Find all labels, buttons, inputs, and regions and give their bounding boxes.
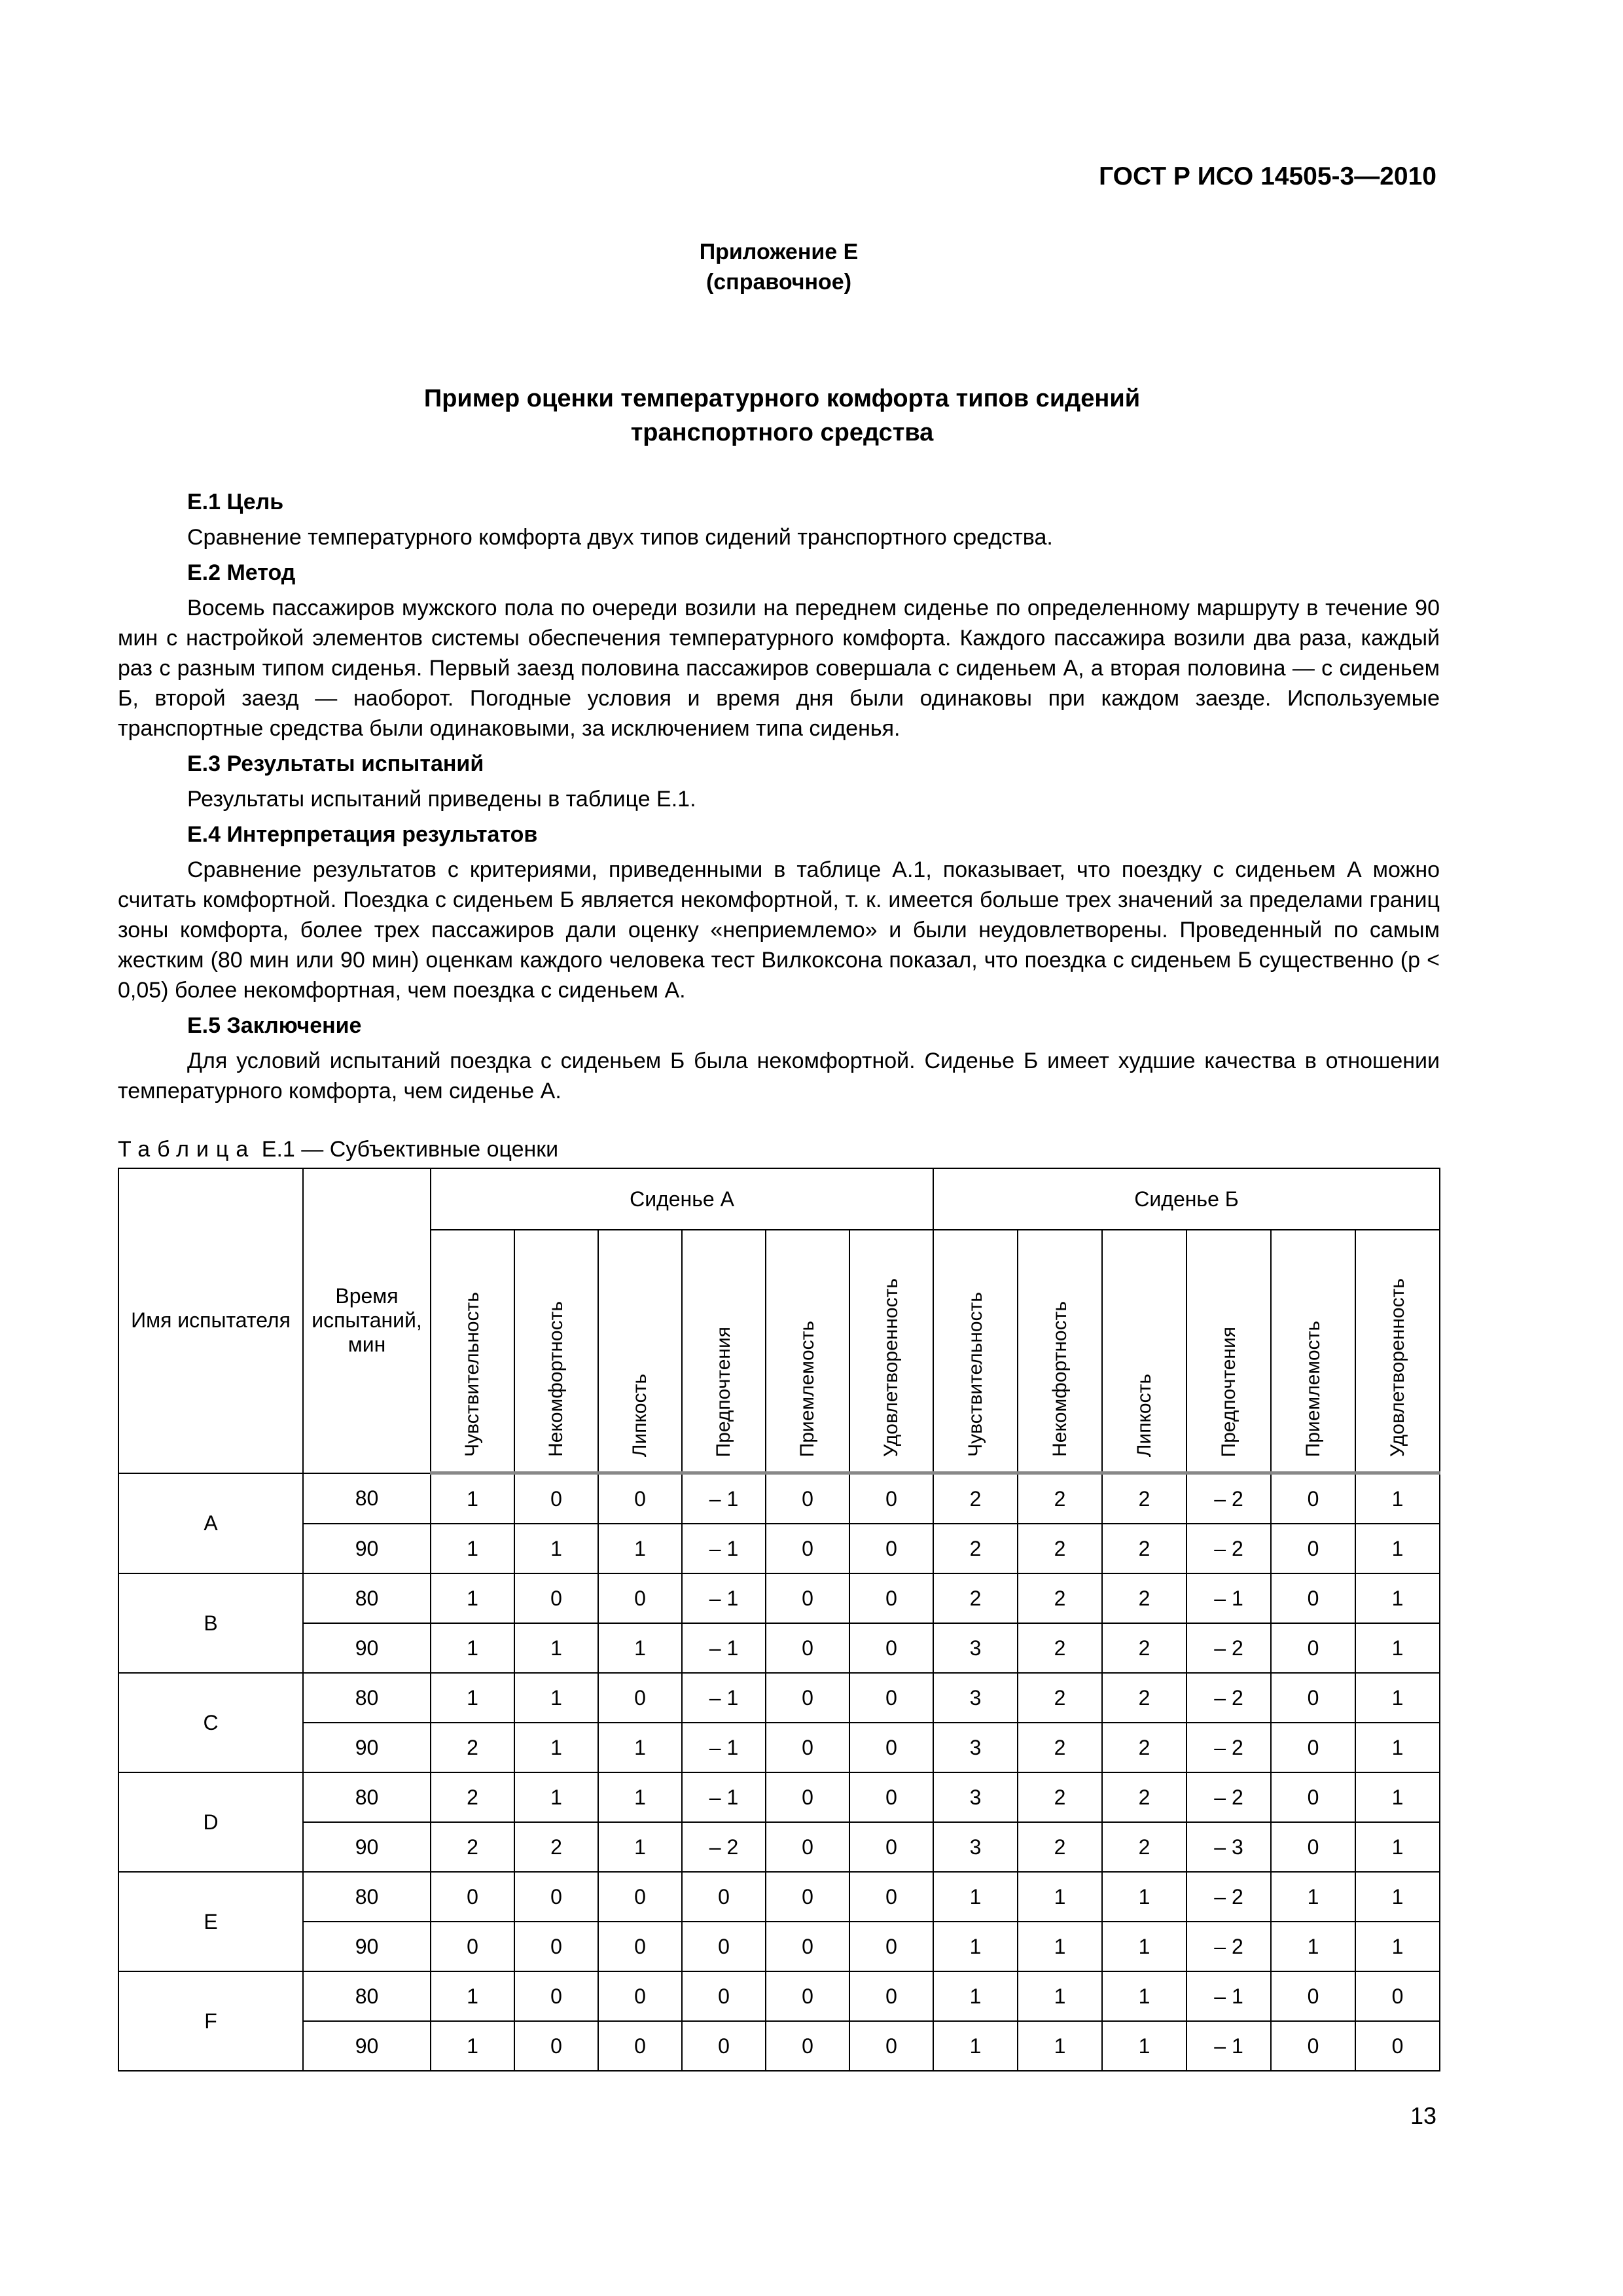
score-cell-seat-a: 0	[766, 1922, 849, 1971]
score-cell-seat-b: 1	[1355, 1723, 1440, 1772]
score-cell-seat-b: 2	[1102, 1723, 1186, 1772]
score-cell-seat-b: 1	[1102, 1872, 1186, 1922]
table-caption	[118, 1137, 558, 1162]
table-row	[118, 1573, 1440, 1623]
score-cell-seat-b: 0	[1355, 2021, 1440, 2071]
table-row	[118, 1971, 1440, 2021]
score-cell-seat-a: 0	[598, 2021, 682, 2071]
group-header-seat-a: Сиденье А	[431, 1168, 933, 1230]
score-cell-seat-b: 3	[933, 1623, 1018, 1673]
score-cell-seat-a: 0	[849, 1922, 933, 1971]
table-row	[118, 1822, 1440, 1872]
score-cell-seat-a: 0	[598, 1922, 682, 1971]
criterion-label: Липкость	[629, 1373, 651, 1457]
score-cell-seat-a: 1	[431, 1573, 514, 1623]
score-cell-seat-b: – 1	[1186, 2021, 1271, 2071]
score-cell-seat-b: 1	[1271, 1872, 1355, 1922]
score-cell-seat-a: 0	[514, 1971, 598, 2021]
score-cell-seat-a: 0	[766, 1573, 849, 1623]
score-cell-seat-b: 2	[1018, 1772, 1102, 1822]
score-cell-seat-a: 0	[514, 1473, 598, 1524]
table-row	[118, 2021, 1440, 2071]
score-cell-seat-a: 1	[431, 1623, 514, 1673]
criterion-header-seat-a	[682, 1230, 766, 1473]
score-cell-seat-a: 1	[431, 1971, 514, 2021]
score-cell-seat-b: 1	[1355, 1623, 1440, 1673]
score-cell-seat-b: 2	[1018, 1573, 1102, 1623]
score-cell-seat-a: 0	[849, 1822, 933, 1872]
score-cell-seat-a: 0	[766, 1971, 849, 2021]
score-cell-seat-a: 1	[598, 1822, 682, 1872]
time-cell: 90	[303, 1524, 431, 1573]
score-cell-seat-b: – 2	[1186, 1872, 1271, 1922]
table-row	[118, 1473, 1440, 1524]
score-cell-seat-b: 0	[1271, 1772, 1355, 1822]
score-cell-seat-b: 2	[1018, 1473, 1102, 1524]
score-cell-seat-b: 1	[933, 1922, 1018, 1971]
score-cell-seat-b: 2	[933, 1473, 1018, 1524]
criterion-label: Некомфортность	[545, 1301, 567, 1457]
score-cell-seat-a: 0	[598, 1573, 682, 1623]
score-cell-seat-a: 0	[598, 1872, 682, 1922]
score-cell-seat-a: 1	[598, 1524, 682, 1573]
tester-name-cell: C	[118, 1673, 303, 1772]
table-row	[118, 1922, 1440, 1971]
score-cell-seat-b: – 1	[1186, 1573, 1271, 1623]
score-cell-seat-b: 2	[1102, 1623, 1186, 1673]
score-cell-seat-b: 0	[1271, 1971, 1355, 2021]
score-cell-seat-a: 2	[514, 1822, 598, 1872]
score-cell-seat-a: 0	[766, 1872, 849, 1922]
score-cell-seat-a: 0	[766, 1723, 849, 1772]
score-cell-seat-a: 0	[766, 1772, 849, 1822]
score-cell-seat-a: 0	[766, 2021, 849, 2071]
section-paragraph: Результаты испытаний приведены в таблице Е.1.	[187, 787, 696, 812]
annex-title	[0, 382, 1564, 450]
table-row	[118, 1524, 1440, 1573]
annex-title-line-2: транспортного средства	[630, 419, 934, 446]
tester-name-cell: E	[118, 1872, 303, 1971]
page-number: 13	[1410, 2102, 1436, 2129]
score-cell-seat-a: 1	[598, 1623, 682, 1673]
score-cell-seat-b: 1	[1355, 1772, 1440, 1822]
score-cell-seat-b: 0	[1271, 2021, 1355, 2071]
score-cell-seat-a: 2	[431, 1723, 514, 1772]
criterion-header-seat-b	[933, 1230, 1018, 1473]
criterion-label: Предпочтения	[1217, 1326, 1240, 1457]
score-cell-seat-a: 1	[514, 1772, 598, 1822]
score-cell-seat-a: 0	[766, 1524, 849, 1573]
time-cell: 90	[303, 1822, 431, 1872]
score-cell-seat-a: – 1	[682, 1524, 766, 1573]
table-caption-word: Таблица	[118, 1137, 256, 1162]
annex-label: Приложение Е	[699, 240, 859, 264]
score-cell-seat-a: 0	[598, 1473, 682, 1524]
table-row	[118, 1772, 1440, 1822]
score-cell-seat-b: 0	[1271, 1822, 1355, 1872]
score-cell-seat-a: 0	[849, 2021, 933, 2071]
score-cell-seat-b: 0	[1271, 1673, 1355, 1723]
score-cell-seat-b: 1	[1102, 1922, 1186, 1971]
score-cell-seat-a: 0	[849, 1971, 933, 2021]
criterion-header-seat-a	[849, 1230, 933, 1473]
score-cell-seat-a: 2	[431, 1772, 514, 1822]
col-header-time: Время испытаний, мин	[303, 1168, 431, 1473]
tester-name-cell: B	[118, 1573, 303, 1673]
score-cell-seat-a: 0	[849, 1573, 933, 1623]
score-cell-seat-a: 0	[849, 1772, 933, 1822]
score-cell-seat-a: 1	[431, 1473, 514, 1524]
score-cell-seat-b: 2	[933, 1524, 1018, 1573]
score-cell-seat-a: 0	[849, 1723, 933, 1772]
section-heading: Е.5 Заключение	[187, 1013, 362, 1038]
score-cell-seat-b: 1	[1355, 1524, 1440, 1573]
time-cell: 80	[303, 1971, 431, 2021]
score-cell-seat-b: 3	[933, 1673, 1018, 1723]
score-cell-seat-b: – 2	[1186, 1524, 1271, 1573]
criterion-label: Предпочтения	[713, 1326, 734, 1457]
criterion-label: Приемлемость	[796, 1320, 818, 1457]
score-cell-seat-b: 1	[1018, 2021, 1102, 2071]
score-cell-seat-a: 0	[431, 1872, 514, 1922]
score-cell-seat-b: – 2	[1186, 1922, 1271, 1971]
body-text	[118, 487, 1440, 1111]
table-row	[118, 1673, 1440, 1723]
score-cell-seat-b: 1	[1355, 1822, 1440, 1872]
criterion-header-seat-b	[1018, 1230, 1102, 1473]
score-cell-seat-b: 1	[1018, 1971, 1102, 2021]
score-cell-seat-b: 2	[1018, 1723, 1102, 1772]
score-cell-seat-b: – 2	[1186, 1673, 1271, 1723]
score-cell-seat-b: 1	[1355, 1473, 1440, 1524]
score-cell-seat-a: – 1	[682, 1623, 766, 1673]
time-cell: 90	[303, 1922, 431, 1971]
tester-name-cell: A	[118, 1473, 303, 1574]
criterion-header-seat-b	[1186, 1230, 1271, 1473]
score-cell-seat-b: 2	[1102, 1772, 1186, 1822]
annex-title-line-1: Пример оценки температурного комфорта типов сидений	[423, 385, 1141, 412]
col-header-tester: Имя испытателя	[118, 1168, 303, 1473]
score-cell-seat-b: 1	[1271, 1922, 1355, 1971]
score-cell-seat-a: 0	[849, 1673, 933, 1723]
score-cell-seat-a: – 2	[682, 1822, 766, 1872]
score-cell-seat-a: 0	[682, 1971, 766, 2021]
score-cell-seat-a: 0	[514, 2021, 598, 2071]
score-cell-seat-b: 2	[1102, 1524, 1186, 1573]
score-cell-seat-b: 0	[1355, 1971, 1440, 2021]
time-cell: 80	[303, 1573, 431, 1623]
time-cell: 80	[303, 1872, 431, 1922]
section-heading: Е.3 Результаты испытаний	[187, 751, 484, 776]
score-cell-seat-a: 1	[514, 1524, 598, 1573]
score-cell-seat-b: 3	[933, 1723, 1018, 1772]
section-heading: Е.4 Интерпретация результатов	[187, 822, 538, 847]
time-cell: 90	[303, 1623, 431, 1673]
score-cell-seat-a: 0	[766, 1623, 849, 1673]
time-cell: 80	[303, 1673, 431, 1723]
criterion-label: Удовлетворенность	[1386, 1278, 1408, 1457]
score-cell-seat-a: 0	[431, 1922, 514, 1971]
score-cell-seat-b: – 2	[1186, 1772, 1271, 1822]
score-cell-seat-a: 1	[431, 1524, 514, 1573]
score-cell-seat-b: – 3	[1186, 1822, 1271, 1872]
score-cell-seat-b: 2	[1018, 1623, 1102, 1673]
criterion-header-seat-b	[1271, 1230, 1355, 1473]
criterion-label: Удовлетворенность	[880, 1278, 902, 1457]
score-cell-seat-b: 2	[1102, 1822, 1186, 1872]
score-cell-seat-a: 0	[682, 1872, 766, 1922]
criterion-header-seat-b	[1102, 1230, 1186, 1473]
score-cell-seat-a: 0	[849, 1473, 933, 1524]
score-cell-seat-b: 2	[1102, 1673, 1186, 1723]
score-cell-seat-b: – 2	[1186, 1473, 1271, 1524]
annex-status: (справочное)	[705, 270, 852, 295]
score-cell-seat-b: 1	[1355, 1573, 1440, 1623]
score-cell-seat-b: 1	[1018, 1872, 1102, 1922]
criterion-header-seat-a	[514, 1230, 598, 1473]
score-cell-seat-a: 1	[514, 1723, 598, 1772]
score-cell-seat-b: 3	[933, 1822, 1018, 1872]
tester-name-cell: F	[118, 1971, 303, 2071]
time-cell: 90	[303, 1723, 431, 1772]
score-cell-seat-a: 0	[514, 1573, 598, 1623]
table-caption-text: Е.1 — Субъективные оценки	[261, 1137, 559, 1162]
criterion-header-seat-a	[766, 1230, 849, 1473]
group-header-seat-b: Сиденье Б	[933, 1168, 1440, 1230]
score-cell-seat-b: 1	[933, 2021, 1018, 2071]
score-cell-seat-a: 0	[849, 1524, 933, 1573]
score-cell-seat-b: 2	[933, 1573, 1018, 1623]
score-cell-seat-b: 1	[1102, 2021, 1186, 2071]
score-cell-seat-b: 0	[1271, 1473, 1355, 1524]
section-paragraph: Восемь пассажиров мужского пола по очереди возили на переднем сиденье по определенному маршруту в течение 90 мин с настройкой элементов системы обеспечения температурного комфорта. Каждого пассажира возили два раза, каждый раз с разным типом сиденья. Первый заезд половина пассажиров совершала с сиденьем А, а вторая половина — с сиденьем Б, второй заезд — наоборот. Погодные условия и время дня были одинаковы при каждом заезде. Используемые транспортные средства были одинаковыми, за исключением типа сиденья.	[118, 596, 1440, 741]
score-cell-seat-a: 0	[766, 1673, 849, 1723]
score-cell-seat-a: – 1	[682, 1723, 766, 1772]
score-cell-seat-b: 1	[1355, 1673, 1440, 1723]
score-cell-seat-a: 0	[766, 1473, 849, 1524]
criterion-header-seat-a	[431, 1230, 514, 1473]
score-cell-seat-a: 2	[431, 1822, 514, 1872]
score-cell-seat-a: – 1	[682, 1673, 766, 1723]
score-cell-seat-a: 0	[682, 1922, 766, 1971]
score-cell-seat-b: 1	[1102, 1971, 1186, 2021]
score-cell-seat-a: 1	[431, 1673, 514, 1723]
score-cell-seat-b: 1	[1355, 1872, 1440, 1922]
score-cell-seat-b: 0	[1271, 1524, 1355, 1573]
score-cell-seat-b: 1	[1018, 1922, 1102, 1971]
score-cell-seat-b: 1	[933, 1872, 1018, 1922]
section-heading: Е.2 Метод	[187, 560, 296, 585]
criterion-label: Некомфортность	[1048, 1301, 1071, 1457]
score-cell-seat-b: – 2	[1186, 1623, 1271, 1673]
score-cell-seat-a: 1	[598, 1772, 682, 1822]
score-cell-seat-b: 2	[1018, 1524, 1102, 1573]
scores-table	[118, 1168, 1440, 2072]
table-row	[118, 1723, 1440, 1772]
criterion-header-seat-a	[598, 1230, 682, 1473]
section-paragraph: Сравнение температурного комфорта двух типов сидений транспортного средства.	[187, 525, 1053, 550]
score-cell-seat-a: 0	[682, 2021, 766, 2071]
score-cell-seat-a: 1	[598, 1723, 682, 1772]
score-cell-seat-a: – 1	[682, 1573, 766, 1623]
table-row	[118, 1872, 1440, 1922]
score-cell-seat-a: 0	[514, 1872, 598, 1922]
tester-name-cell: D	[118, 1772, 303, 1872]
score-cell-seat-b: 0	[1271, 1573, 1355, 1623]
score-cell-seat-a: 0	[849, 1623, 933, 1673]
score-cell-seat-a: 1	[431, 2021, 514, 2071]
score-cell-seat-a: 0	[849, 1872, 933, 1922]
table-row	[118, 1623, 1440, 1673]
score-cell-seat-a: 0	[766, 1822, 849, 1872]
criterion-label: Липкость	[1133, 1373, 1155, 1457]
section-paragraph: Для условий испытаний поездка с сиденьем Б была некомфортной. Сиденье Б имеет худшие качества в отношении температурного комфорта, чем сиденье А.	[118, 1049, 1440, 1103]
score-cell-seat-b: 2	[1018, 1673, 1102, 1723]
document-code: ГОСТ Р ИСО 14505-3—2010	[1099, 162, 1436, 190]
table-body	[118, 1473, 1440, 2072]
time-cell: 80	[303, 1473, 431, 1524]
score-cell-seat-a: 1	[514, 1673, 598, 1723]
score-cell-seat-a: 1	[514, 1623, 598, 1673]
score-cell-seat-b: 3	[933, 1772, 1018, 1822]
score-cell-seat-b: 0	[1271, 1723, 1355, 1772]
time-cell: 90	[303, 2021, 431, 2071]
score-cell-seat-b: – 2	[1186, 1723, 1271, 1772]
section-heading: Е.1 Цель	[187, 490, 284, 514]
criterion-header-seat-b	[1355, 1230, 1440, 1473]
criterion-label: Чувствительность	[964, 1292, 986, 1457]
score-cell-seat-a: 0	[514, 1922, 598, 1971]
criterion-label: Чувствительность	[461, 1292, 483, 1457]
criterion-label: Приемлемость	[1302, 1320, 1324, 1457]
score-cell-seat-a: – 1	[682, 1473, 766, 1524]
score-cell-seat-b: 2	[1102, 1573, 1186, 1623]
score-cell-seat-b: 1	[933, 1971, 1018, 2021]
score-cell-seat-b: 2	[1018, 1822, 1102, 1872]
score-cell-seat-b: – 1	[1186, 1971, 1271, 2021]
score-cell-seat-b: 1	[1355, 1922, 1440, 1971]
score-cell-seat-a: 0	[598, 1971, 682, 2021]
annex-heading	[0, 237, 1558, 297]
score-cell-seat-a: – 1	[682, 1772, 766, 1822]
score-cell-seat-b: 2	[1102, 1473, 1186, 1524]
score-cell-seat-b: 0	[1271, 1623, 1355, 1673]
score-cell-seat-a: 0	[598, 1673, 682, 1723]
time-cell: 80	[303, 1772, 431, 1822]
section-paragraph: Сравнение результатов с критериями, приведенными в таблице А.1, показывает, что поездку с сиденьем А можно считать комфортной. Поездка с сиденьем Б является некомфортной, т. к. имеется больше трех значений за пределами границ зоны комфорта, более трех пассажиров дали оценку «неприемлемо» и были неудовлетворены. Проведенный по самым жестким (80 мин или 90 мин) оценкам каждого человека тест Вилкоксона показал, что поездка с сиденьем Б существенно (p < 0,05) более некомфортная, чем поездка с сиденьем А.	[118, 857, 1440, 1003]
